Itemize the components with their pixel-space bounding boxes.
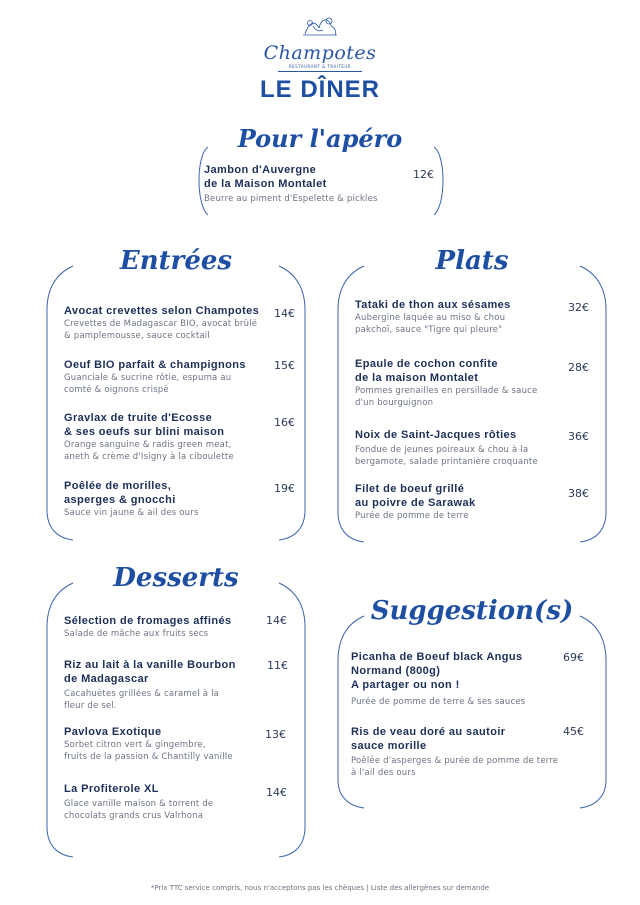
logo bbox=[0, 14, 640, 72]
dish-desc: Glace vanille maison & torrent de chocolats grands crus Valrhona bbox=[64, 799, 214, 821]
dish-price: 14€ bbox=[266, 786, 287, 799]
suggestions-frame bbox=[336, 610, 608, 810]
suggestions-frame-border bbox=[336, 610, 608, 810]
plat-item bbox=[355, 482, 560, 523]
dish-name: Tataki de thon aux sésames bbox=[355, 299, 511, 311]
dish-price: 12€ bbox=[413, 168, 434, 181]
dish-price: 14€ bbox=[266, 614, 287, 627]
dish-name: La Profiterole XL bbox=[64, 783, 159, 795]
dish-price: 14€ bbox=[274, 307, 295, 320]
apero-item bbox=[204, 163, 404, 206]
dish-desc: Beurre au piment d'Espelette & pickles bbox=[204, 194, 378, 204]
dish-desc: Fondue de jeunes poireaux & chou à la bergamote, salade printanière croquante bbox=[355, 445, 538, 467]
plat-item bbox=[355, 428, 560, 468]
dish-name: Noix de Saint-Jacques rôties bbox=[355, 429, 517, 441]
dessert-item bbox=[64, 658, 259, 712]
desserts-title: Desserts bbox=[113, 563, 239, 593]
dish-price: 69€ bbox=[563, 651, 584, 664]
dish-name: Picanha de Boeuf black Angus Normand (800g) A partager ou non ! bbox=[351, 651, 523, 691]
dish-name: Filet de boeuf grillé au poivre de Sarawak bbox=[355, 483, 476, 509]
dish-price: 19€ bbox=[274, 482, 295, 495]
entree-item bbox=[64, 479, 269, 520]
dessert-item bbox=[64, 614, 259, 641]
dish-price: 32€ bbox=[568, 301, 589, 314]
dish-desc: Purée de pomme de terre & ses sauces bbox=[351, 697, 526, 707]
logo-divider bbox=[278, 71, 362, 72]
dish-name: Sélection de fromages affinés bbox=[64, 615, 232, 627]
suggestion-item bbox=[351, 725, 563, 779]
dish-desc: Crevettes de Madagascar BIO, avocat brûlé & pamplemousse, sauce cocktail bbox=[64, 319, 258, 341]
entree-item bbox=[64, 411, 269, 463]
dish-price: 13€ bbox=[265, 728, 286, 741]
dish-price: 38€ bbox=[568, 487, 589, 500]
dessert-item bbox=[64, 725, 259, 763]
dish-price: 11€ bbox=[267, 659, 288, 672]
dish-desc: Poêlée d'asperges & purée de pomme de terre à l'ail des ours bbox=[351, 756, 559, 778]
dish-price: 16€ bbox=[274, 416, 295, 429]
apero-title: Pour l'apéro bbox=[237, 124, 403, 153]
flower-logo-icon bbox=[285, 14, 355, 38]
entree-item bbox=[64, 358, 269, 396]
dish-desc: Guanciale & sucrine rôtie, espuma au comté & oignons crispé bbox=[64, 373, 232, 395]
dish-name: Epaule de cochon confite de la maison Montalet bbox=[355, 358, 498, 384]
logo-name: Champotes bbox=[263, 42, 377, 64]
plat-item bbox=[355, 357, 560, 409]
suggestion-item bbox=[351, 650, 556, 709]
dish-name: Pavlova Exotique bbox=[64, 726, 162, 738]
dish-desc: Salade de mâche aux fruits secs bbox=[64, 629, 209, 639]
dish-name: Poêlée de morilles, asperges & gnocchi bbox=[64, 480, 176, 506]
logo-tagline: RESTAURANT & TRAITEUR bbox=[288, 64, 352, 69]
dish-desc: Pommes grenailles en persillade & sauce d'un bourguignon bbox=[355, 386, 538, 408]
entree-item bbox=[64, 304, 269, 342]
footer-note: *Prix TTC service compris, nous n'acceptons pas les chèques | Liste des allergènes sur demande bbox=[150, 884, 490, 892]
dish-desc: Sorbet citron vert & gingembre, fruits de la passion & Chantilly vanille bbox=[64, 740, 233, 762]
dessert-item bbox=[64, 782, 259, 822]
dish-desc: Cacahuètes grillées & caramel à la fleur de sel. bbox=[64, 689, 220, 711]
dish-name: Oeuf BIO parfait & champignons bbox=[64, 359, 246, 371]
dish-desc: Purée de pomme de terre bbox=[355, 511, 469, 521]
dish-price: 28€ bbox=[568, 361, 589, 374]
entrees-title: Entrées bbox=[119, 246, 233, 276]
dish-desc: Sauce vin jaune & ail des ours bbox=[64, 508, 199, 518]
dish-name: Avocat crevettes selon Champotes bbox=[64, 305, 260, 317]
page-title: LE DÎNER bbox=[259, 76, 380, 103]
dish-desc: Orange sanguine & radis green meat, aneth & crème d'Isigny à la ciboulette bbox=[64, 440, 234, 462]
dish-name: Gravlax de truite d'Ecosse & ses oeufs sur blini maison bbox=[64, 412, 225, 438]
dish-price: 45€ bbox=[563, 725, 584, 738]
dish-desc: Aubergine laquée au miso & chou pakchoï, sauce "Tigre qui pleure" bbox=[355, 313, 506, 335]
plats-title: Plats bbox=[435, 246, 509, 276]
dish-price: 15€ bbox=[274, 359, 295, 372]
dish-name: Jambon d'Auvergne de la Maison Montalet bbox=[204, 164, 327, 190]
plat-item bbox=[355, 298, 560, 336]
dish-name: Riz au lait à la vanille Bourbon de Madagascar bbox=[64, 659, 236, 685]
dish-name: Ris de veau doré au sautoir sauce morille bbox=[351, 726, 506, 752]
dish-price: 36€ bbox=[568, 430, 589, 443]
suggestions-title: Suggestion(s) bbox=[370, 596, 574, 626]
